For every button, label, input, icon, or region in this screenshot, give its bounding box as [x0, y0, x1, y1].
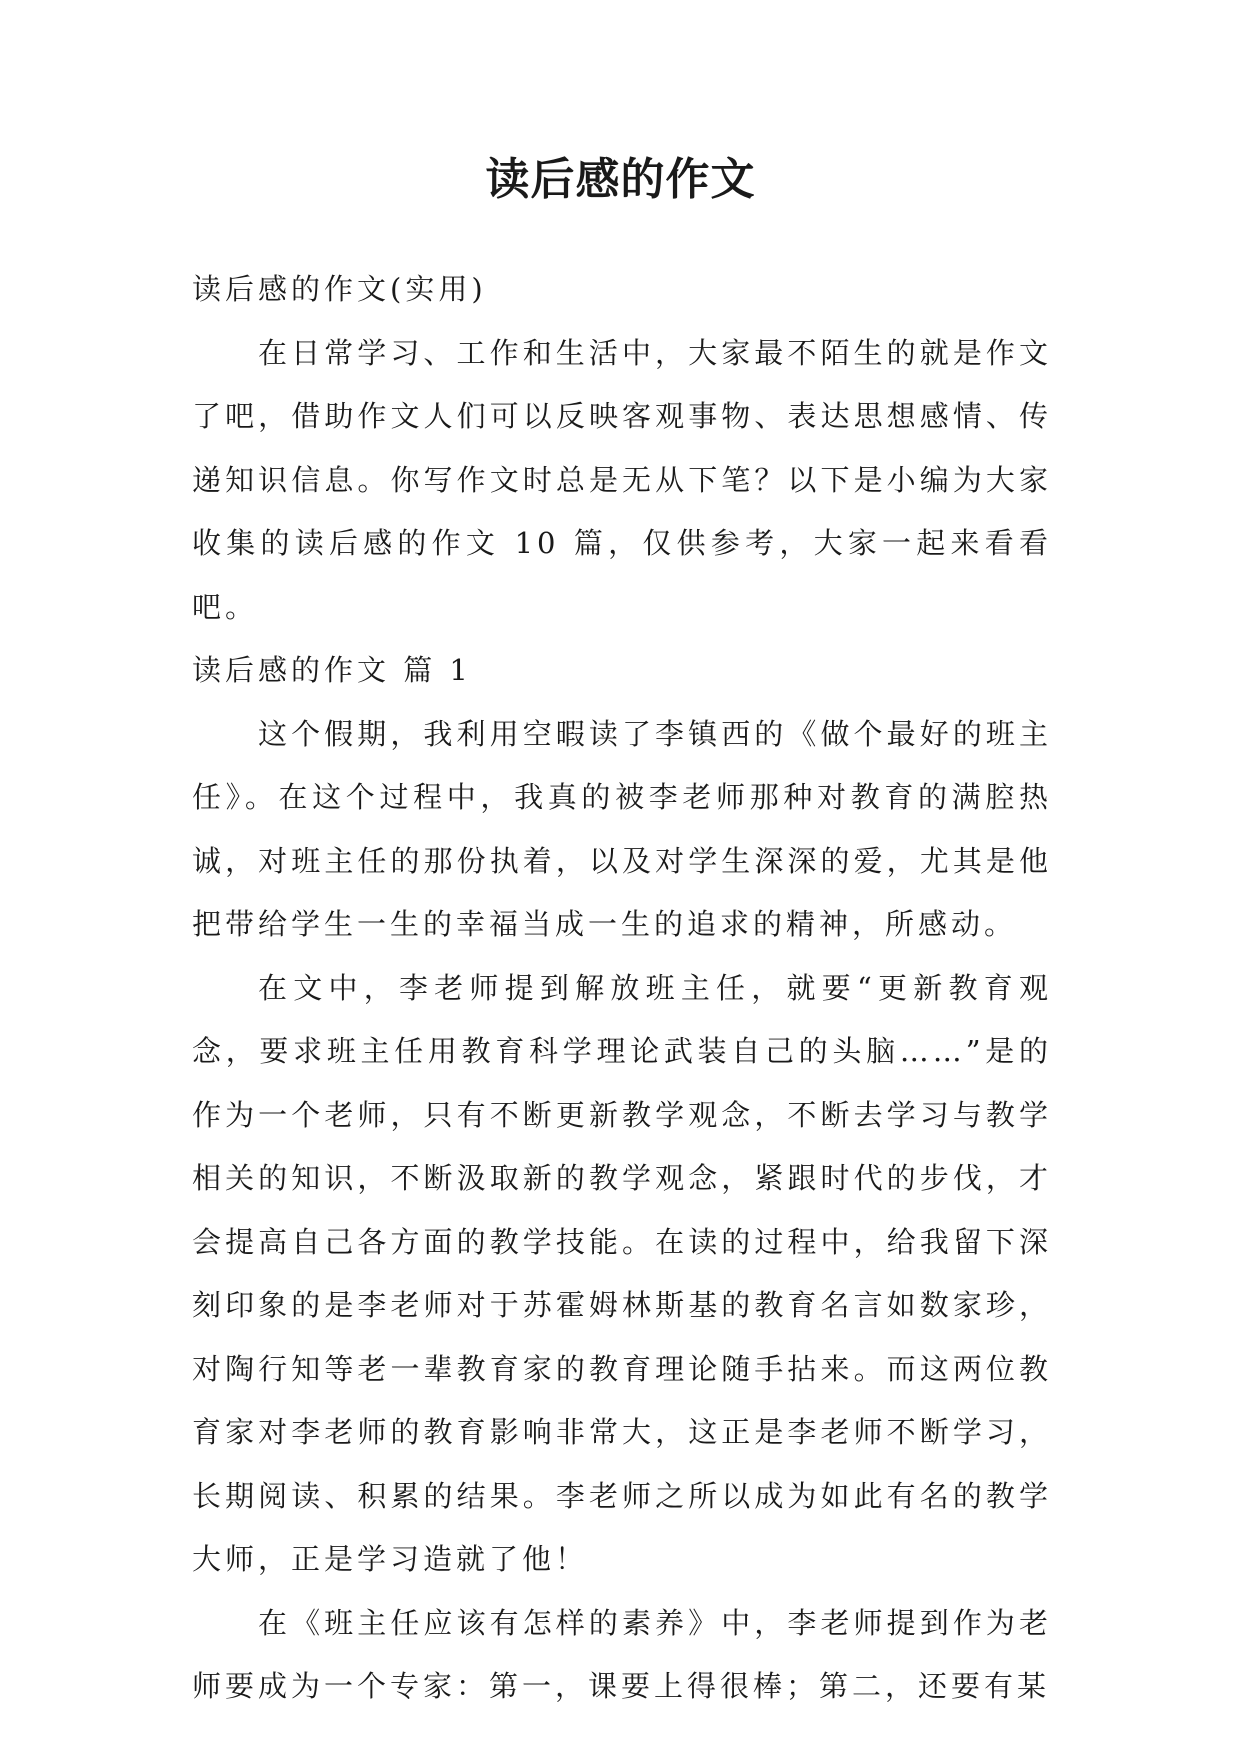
- document-body: [192, 258, 1052, 1719]
- document-subtitle: 读后感的作文(实用): [192, 272, 487, 306]
- intro-paragraph: 在日常学习、工作和生活中，大家最不陌生的就是作文了吧，借助作文人们可以反映客观事物、表达思想感情、传递知识信息。你写作文时总是无从下笔？以下是小编为大家收集的读后感的作文 10 篇，仅供参考，大家一起来看看吧。: [192, 335, 1052, 624]
- body-paragraph-2: 在文中，李老师提到解放班主任，就要“更新教育观念，要求班主任用教育科学理论武装自己的头脑……”是的作为一个老师，只有不断更新教学观念，不断去学习与教学相关的知识，不断汲取新的教学观念，紧跟时代的步伐，才会提高自己各方面的教学技能。在读的过程中，给我留下深刻印象的是李老师对于苏霍姆林斯基的教育名言如数家珍，对陶行知等老一辈教育家的教育理论随手拈来。而这两位教育家对李老师的教育影响非常大，这正是李老师不断学习，长期阅读、积累的结果。李老师之所以成为如此有名的教学大师，正是学习造就了他！: [192, 970, 1052, 1576]
- body-paragraph-1: 这个假期，我利用空暇读了李镇西的《做个最好的班主任》。在这个过程中，我真的被李老师那种对教育的满腔热诚，对班主任的那份执着，以及对学生深深的爱，尤其是他把带给学生一生的幸福当成一生的追求的精神，所感动。: [192, 716, 1052, 941]
- document-title: 读后感的作文: [485, 154, 756, 205]
- section-heading: 读后感的作文 篇 1: [192, 653, 472, 687]
- body-paragraph-3: 在《班主任应该有怎样的素养》中，李老师提到作为老师要成为一个专家：第一，课要上得很棒；第二，还要有某: [192, 1605, 1052, 1703]
